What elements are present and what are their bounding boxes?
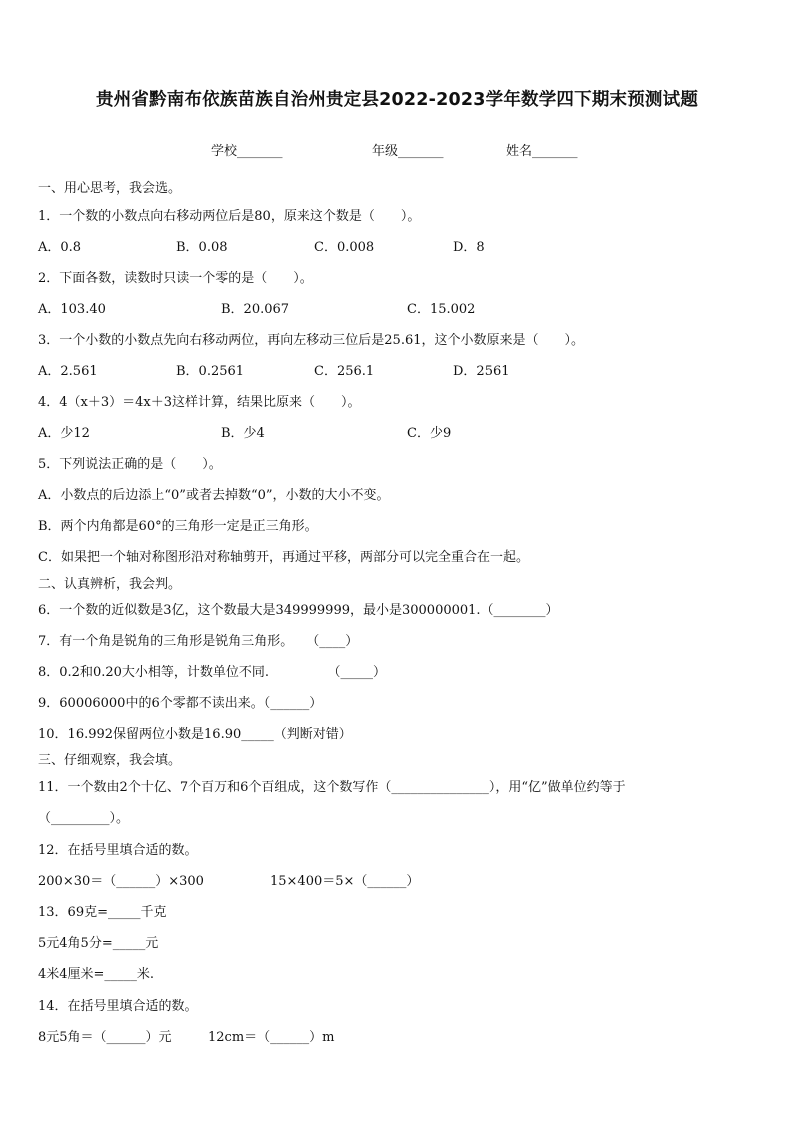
q3-option-a: A．2.561 [38,364,98,379]
q3-option-b: B．0.2561 [176,364,245,379]
question-11-line-1: 11．一个数由2个十亿、7个百万和6个百组成，这个数写作（_______________），用“亿”做单位约等于 [38,780,626,795]
q3-option-c: C．256.1 [314,364,375,379]
question-7: 7．有一个角是锐角的三角形是锐角三角形。 （____） [38,634,359,649]
question-10: 10．16.992保留两位小数是16.90_____（判断对错） [38,727,352,742]
name-field: 姓名_______ [506,144,578,159]
q3-option-d: D．2561 [453,364,510,379]
q14-item-b: 12cm＝（______）m [208,1030,335,1045]
question-13: 13．69克=_____千克 [38,905,167,920]
grade-field: 年级_______ [372,144,444,159]
question-12: 12．在括号里填合适的数。 [38,843,198,858]
q5-option-b: B．两个内角都是60°的三角形一定是正三角形。 [38,519,318,534]
q2-option-a: A．103.40 [38,302,106,317]
question-2: 2．下面各数，读数时只读一个零的是（ ）。 [38,271,313,286]
section-heading-3: 三、仔细观察，我会填。 [38,753,182,768]
page-title: 贵州省黔南布依族苗族自治州贵定县2022-2023学年数学四下期末预测试题 [95,90,699,110]
q5-option-a: A．小数点的后边添上“0”或者去掉数“0”，小数的大小不变。 [38,488,390,503]
q1-option-c: C．0.008 [314,240,375,255]
question-14: 14．在括号里填合适的数。 [38,999,198,1014]
school-field: 学校_______ [211,144,283,159]
q13-item-c: 4米4厘米=_____米. [38,967,155,982]
q12-item-a: 200×30＝（______）×300 [38,874,204,889]
question-1: 1．一个数的小数点向右移动两位后是80，原来这个数是（ ）。 [38,209,421,224]
q1-option-b: B．0.08 [176,240,228,255]
q2-option-c: C．15.002 [407,302,476,317]
question-6: 6．一个数的近似数是3亿，这个数最大是349999999，最小是300000001.（________） [38,603,559,618]
q12-item-b: 15×400＝5×（______） [270,874,420,889]
section-heading-1: 一、用心思考，我会选。 [38,181,182,196]
section-heading-2: 二、认真辨析，我会判。 [38,577,182,592]
question-5: 5．下列说法正确的是（ ）。 [38,457,222,472]
q4-option-c: C．少9 [407,426,452,441]
q1-option-a: A．0.8 [38,240,82,255]
q4-option-a: A．少12 [38,426,90,441]
q1-option-d: D．8 [453,240,485,255]
question-3: 3．一个小数的小数点先向右移动两位，再向左移动三位后是25.61，这个小数原来是（ ）。 [38,333,584,348]
q13-item-b: 5元4角5分=_____元 [38,936,159,951]
q14-item-a: 8元5角＝（______）元 [38,1030,172,1045]
question-9: 9．60006000中的6个零都不读出来。（______） [38,696,323,711]
question-11-line-2: （_________）。 [38,811,130,826]
q5-option-c: C．如果把一个轴对称图形沿对称轴剪开，再通过平移，两部分可以完全重合在一起。 [38,550,529,565]
question-4: 4．4（x＋3）＝4x＋3这样计算，结果比原来（ ）。 [38,395,361,410]
q2-option-b: B．20.067 [221,302,290,317]
question-8: 8．0.2和0.20大小相等，计数单位不同. （_____） [38,665,387,680]
q4-option-b: B．少4 [221,426,265,441]
